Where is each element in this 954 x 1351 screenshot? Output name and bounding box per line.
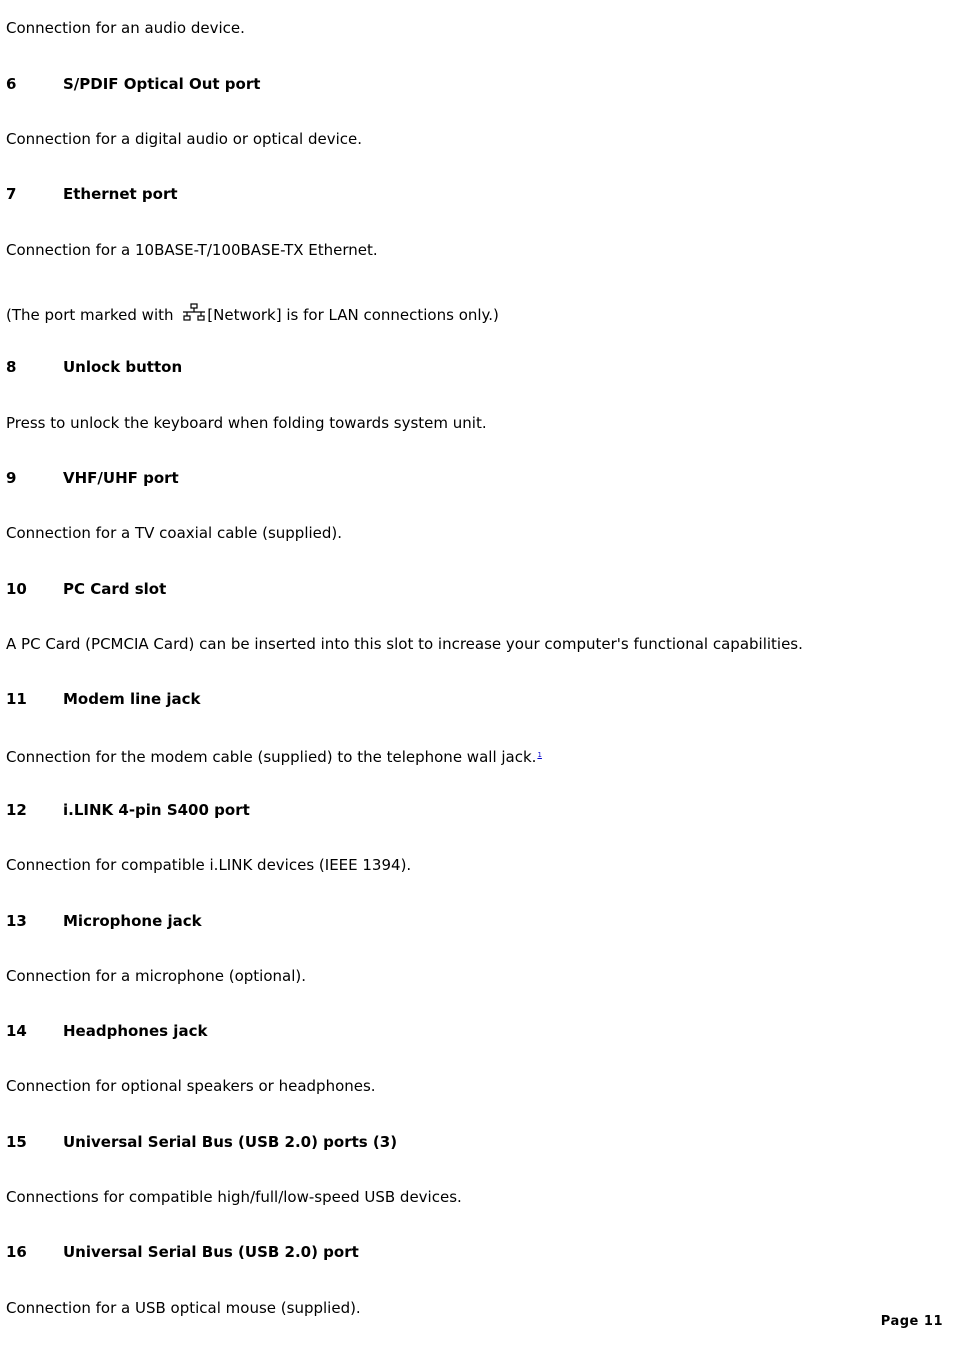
item-title: Universal Serial Bus (USB 2.0) ports (3) <box>63 1133 398 1151</box>
item-title: i.LINK 4-pin S400 port <box>63 801 250 819</box>
item-title: Microphone jack <box>63 912 202 930</box>
item-description: Connection for a USB optical mouse (supplied). <box>6 1299 361 1317</box>
network-note <box>6 303 499 324</box>
item-number: 11 <box>6 690 27 708</box>
item-description: Connection for a TV coaxial cable (supplied). <box>6 524 343 542</box>
item-title: Headphones jack <box>63 1022 208 1040</box>
item-number: 8 <box>6 358 17 376</box>
network-note-after: [Network] is for LAN connections only.) <box>207 306 499 324</box>
page-number: Page 11 <box>880 1314 943 1329</box>
item-title: Unlock button <box>63 358 183 376</box>
intro-text: Connection for an audio device. <box>6 19 245 37</box>
item-title: Ethernet port <box>63 185 178 203</box>
item-number: 14 <box>6 1022 27 1040</box>
footnote-link[interactable]: 1 <box>537 751 542 759</box>
item-description: Connection for compatible i.LINK devices (IEEE 1394). <box>6 856 412 874</box>
item-number: 6 <box>6 75 17 93</box>
item-description: Connection for a digital audio or optical device. <box>6 130 362 148</box>
item-number: 13 <box>6 912 27 930</box>
item-description: Connections for compatible high/full/low-speed USB devices. <box>6 1188 462 1206</box>
item-description <box>6 746 542 766</box>
network-icon <box>182 303 206 323</box>
item-number: 7 <box>6 185 17 203</box>
item-description: Connection for a 10BASE-T/100BASE-TX Ethernet. <box>6 241 378 259</box>
item-title: VHF/UHF port <box>63 469 179 487</box>
item-title: Modem line jack <box>63 690 201 708</box>
item-number: 16 <box>6 1243 27 1261</box>
item-title: S/PDIF Optical Out port <box>63 75 261 93</box>
item-description: Press to unlock the keyboard when folding towards system unit. <box>6 414 487 432</box>
item-title: PC Card slot <box>63 580 167 598</box>
item-description: A PC Card (PCMCIA Card) can be inserted into this slot to increase your computer's functional capabilities. <box>6 635 803 653</box>
network-note-before: (The port marked with <box>6 306 179 324</box>
item-description: Connection for optional speakers or headphones. <box>6 1077 376 1095</box>
item-description: Connection for a microphone (optional). <box>6 967 307 985</box>
item-description-text: Connection for the modem cable (supplied) to the telephone wall jack. <box>6 748 537 766</box>
item-title: Universal Serial Bus (USB 2.0) port <box>63 1243 359 1261</box>
item-number: 15 <box>6 1133 27 1151</box>
item-number: 9 <box>6 469 17 487</box>
item-number: 12 <box>6 801 27 819</box>
item-number: 10 <box>6 580 27 598</box>
